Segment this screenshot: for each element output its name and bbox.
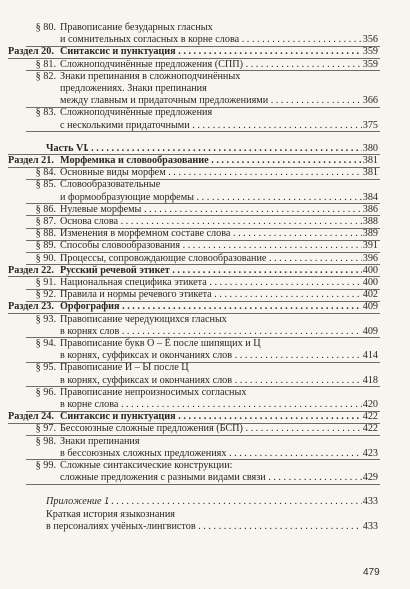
toc-paragraph-number: § 85. (35, 179, 56, 191)
toc-page-number: 381 (362, 155, 378, 166)
toc-page-number: 359 (362, 46, 378, 58)
toc-page-number: 423 (362, 447, 378, 459)
toc-entry-title: Процессы, сопровождающие словообразование . . . (60, 252, 362, 265)
toc-page-number: 386 (362, 203, 378, 215)
toc-paragraph-number: § 93. (35, 313, 56, 325)
toc-section-label: Раздел 20. (8, 46, 54, 58)
toc-paragraph-number: § 89. (35, 240, 56, 252)
toc-entry-title: Основа слова . . . (60, 215, 362, 228)
toc-section-label: Раздел 24. (8, 411, 54, 423)
toc-entry-title: Бессоюзные сложные предложения (БСП) . . . (60, 422, 362, 435)
toc-entry-title: и формообразующие морфемы . . . (60, 191, 362, 204)
toc-page-number: 381 (362, 167, 378, 179)
toc-page-number: 429 (362, 472, 378, 484)
toc-page-number: 433 (362, 520, 378, 532)
toc-entry-title: Способы словообразования . . . (60, 239, 362, 252)
toc-section-label: Раздел 23. (8, 301, 54, 313)
toc-entry-title: Основные виды морфем . . . (60, 166, 362, 179)
toc-section-label: Приложение 1 (46, 496, 110, 508)
toc-entry-title: Синтаксис и пунктуация . . . (60, 410, 362, 423)
toc-paragraph-number: § 90. (35, 252, 56, 264)
toc-page-number: 402 (362, 289, 378, 301)
toc-paragraph-number: § 86. (35, 203, 56, 215)
toc-paragraph-number: § 99. (35, 460, 56, 471)
toc-entry-title: Правила и нормы речевого этикета . . . (60, 288, 362, 301)
toc-page-number: 384 (362, 191, 378, 203)
toc-entry-title: Правописание безударных гласных (60, 22, 213, 33)
toc-entry-title: Знаки препинания (60, 435, 140, 447)
toc-entry-title: Изменения в морфемном составе слова . . . (60, 227, 362, 240)
toc-paragraph-number: § 88. (35, 228, 56, 240)
toc-entry-title: Синтаксис и пунктуация . . . (60, 45, 362, 58)
toc-page-number: 414 (362, 350, 378, 362)
toc-entry-title: с несколькими придаточными . . . (60, 119, 362, 132)
toc-entry-title: Словообразовательные (60, 179, 161, 191)
toc-entry-title: в бессоюзных сложных предложениях . . . (60, 447, 362, 460)
toc-entry-title: Русский речевой этикет . . . (60, 264, 362, 277)
toc-paragraph-number: § 95. (35, 362, 56, 374)
toc-paragraph-number: § 94. (35, 338, 56, 349)
toc-page-number: 400 (362, 264, 378, 276)
toc-paragraph-number: § 80. (35, 22, 56, 33)
toc-entry-title: Краткая история языкознания (46, 508, 175, 520)
page-number: 479 (363, 567, 380, 578)
toc-page-number: 388 (362, 216, 378, 227)
toc-page-number: 391 (362, 240, 378, 252)
toc-entry-title (86, 142, 362, 155)
toc-entry-title: в корнях, суффиксах и окончаниях слов . . . (60, 374, 362, 387)
toc-page-number: 400 (362, 277, 378, 288)
toc-entry-title: в корнях, суффиксах и окончаниях слов . . . (60, 349, 362, 362)
toc-page-number: 380 (362, 142, 378, 154)
toc-paragraph-number: § 92. (35, 289, 56, 301)
toc-section-label: Раздел 21. (8, 155, 54, 166)
toc-entry-title: Сложноподчинённые предложения (СПП) . . . (60, 58, 362, 71)
toc-entry-title: Национальная специфика этикета . . . (60, 276, 362, 289)
toc-page-number: 422 (362, 423, 378, 435)
toc-entry-title: Морфемика и словообразование . . . (60, 154, 362, 167)
toc-entry-title: предложениях. Знаки препинания (60, 83, 207, 94)
separator-rule (26, 131, 380, 132)
toc-paragraph-number: § 83. (35, 107, 56, 119)
toc-paragraph-number: § 84. (35, 167, 56, 179)
toc-entry-title: сложные предложения с разными видами связи . . . (60, 471, 362, 484)
toc-paragraph-number: § 91. (35, 277, 56, 288)
toc-page-number: 375 (362, 119, 378, 131)
toc-page-number: 420 (362, 399, 378, 410)
toc-entry-title: между главным и придаточным предложениями . . . (60, 94, 362, 107)
toc-entry-title: Орфография . . . (60, 300, 362, 313)
toc-entry-title: в персоналиях учёных-лингвистов . . . (46, 520, 362, 533)
toc-entry-title: и сомнительных согласных в корне слова . . . (60, 33, 362, 46)
toc-page-number: 359 (362, 58, 378, 70)
toc-section-label: Часть VI (46, 142, 88, 154)
toc-paragraph-number: § 82. (35, 70, 56, 82)
toc-entry-title: Правописание букв О – Ё после шипящих и Ц (60, 338, 261, 349)
toc-page-number: 356 (362, 34, 378, 46)
toc-entry-title: Правописание чередующихся гласных (60, 313, 227, 325)
toc-entry-title: Правописание И – Ы после Ц (60, 362, 189, 374)
toc-paragraph-number: § 87. (35, 216, 56, 227)
toc-page-number: 366 (362, 95, 378, 107)
toc-entry-title: Сложноподчинённые предложения (60, 107, 213, 119)
toc-entry-title: Правописание непроизносимых согласных (60, 386, 247, 398)
toc-page-number: 389 (362, 228, 378, 240)
toc-entry-title: Сложные синтаксические конструкции: (60, 460, 233, 471)
toc-page-number: 433 (362, 496, 378, 508)
toc-section-label: Раздел 22. (8, 264, 54, 276)
toc-paragraph-number: § 98. (35, 435, 56, 447)
toc-entry-title: в корнях слов . . . (60, 325, 362, 338)
toc-entry-title: Знаки препинания в сложноподчинённых (60, 70, 241, 82)
toc-page-number: 409 (362, 325, 378, 337)
toc-entry-title: Нулевые морфемы . . . (60, 203, 362, 216)
toc-entry-title (106, 495, 362, 508)
toc-page-number: 396 (362, 252, 378, 264)
toc-paragraph-number: § 97. (35, 423, 56, 435)
toc-page-number: 422 (362, 411, 378, 423)
toc-entry-title: в корне слова . . . (60, 398, 362, 411)
toc-paragraph-number: § 81. (35, 58, 56, 70)
toc-paragraph-number: § 96. (35, 386, 56, 398)
toc-page-number: 418 (362, 374, 378, 386)
toc-page-number: 409 (362, 301, 378, 313)
separator-rule (26, 484, 380, 485)
